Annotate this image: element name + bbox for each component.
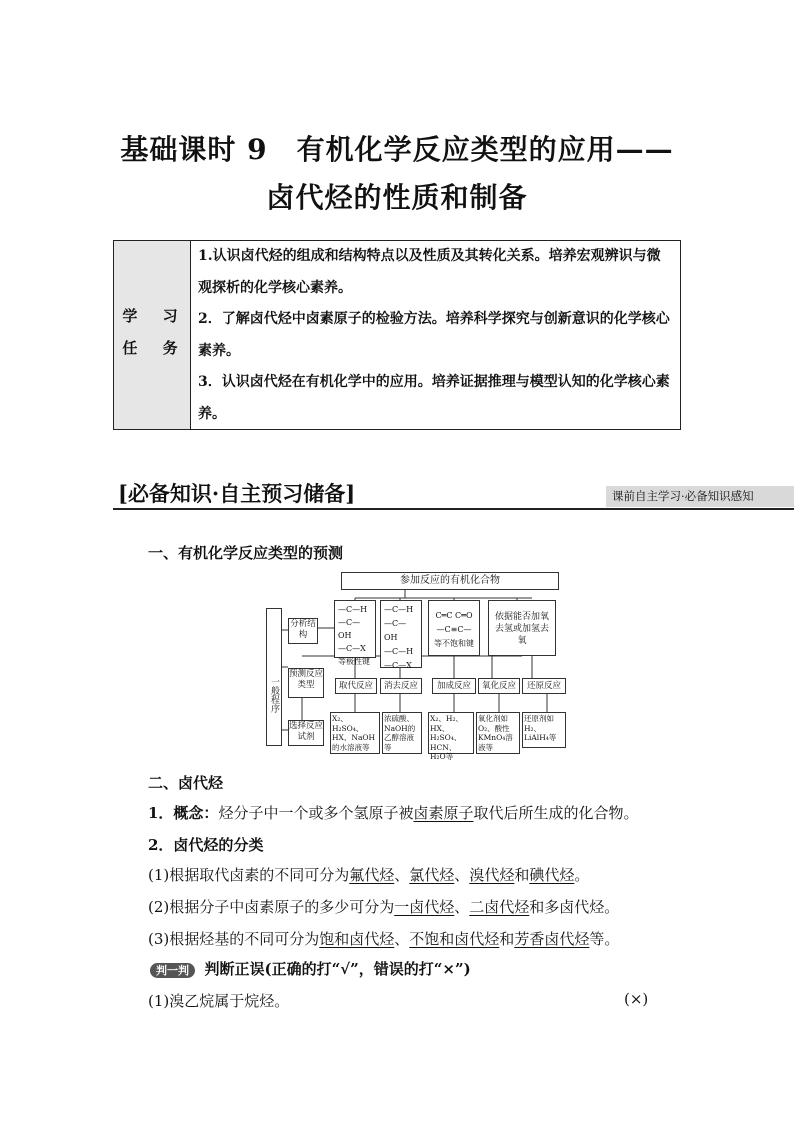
judge-line (150, 958, 471, 979)
section-tag: 课前自主学习·必备知识感知 (606, 486, 794, 507)
structure-line: —C—OH (338, 618, 361, 640)
judge-text: 判断正误(正确的打“√”，错误的打“×”) (204, 960, 471, 978)
page-subtitle: 卤代烃的性质和制备 (266, 181, 528, 214)
task-items (198, 241, 674, 430)
part2-heading: 二、卤代烃 (148, 774, 224, 792)
answer: 饱和卤代烃 (319, 930, 395, 948)
reagent-box: X₂、H₂、HX、H₂SO₄、HCN、H₂O等 (428, 712, 474, 754)
reaction-addition: 加成反应 (432, 678, 476, 694)
concept-label: 1．概念： (148, 804, 219, 822)
class-heading: 2．卤代烃的分类 (148, 836, 264, 854)
text: 、 (394, 930, 410, 948)
reaction-substitution: 取代反应 (335, 678, 377, 694)
page-title: 基础课时 9 有机化学反应类型的应用—— (120, 133, 674, 166)
class-line-1 (148, 864, 589, 885)
answer: 溴代烃 (469, 866, 515, 884)
structure-line: —C—OH (384, 619, 407, 642)
concept-answer: 卤素原子 (413, 804, 474, 822)
structure-line: —C—H (384, 605, 414, 614)
text: 、 (454, 898, 470, 916)
task-label-cell (114, 241, 191, 429)
step-predict: 预测反应类型 (288, 668, 324, 698)
text: 和 (499, 930, 515, 948)
section-title: [必备知识·自主预习储备] (118, 481, 356, 506)
part1-heading: 一、有机化学反应类型的预测 (148, 544, 344, 562)
answer: 一卤代烃 (394, 898, 455, 916)
reaction-oxidation: 氧化反应 (478, 678, 520, 694)
text: 、 (454, 866, 470, 884)
text: 和 (514, 866, 530, 884)
concept-line (148, 802, 638, 823)
learning-task-table (113, 240, 681, 430)
answer: 碘代烃 (529, 866, 575, 884)
step-analyze: 分析结构 (288, 618, 318, 644)
task-item: 2．了解卤代烃中卤素原子的检验方法。培养科学探究与创新意识的化学核心素养。 (198, 311, 670, 359)
top-box: 参加反应的有机化合物 (341, 572, 559, 590)
structure-line: —C—H (338, 605, 368, 614)
structure-box-4: 依据能否加氧去氢或加氢去氧 (488, 600, 556, 656)
answer: 氯代烃 (409, 866, 455, 884)
class-line-2 (148, 896, 619, 917)
structure-line: C═C C═O (435, 611, 473, 620)
answer: 不饱和卤代烃 (409, 930, 500, 948)
reagent-box: 浓硫酸、NaOH的乙醇溶液等 (382, 712, 422, 754)
question-1-answer: (×) (624, 990, 649, 1008)
reaction-reduction: 还原反应 (522, 678, 566, 694)
text: 。 (574, 866, 590, 884)
task-label-line1: 学 习 (122, 307, 188, 325)
structure-box-3 (428, 600, 480, 656)
task-item: 3．认识卤代烃在有机化学中的应用。培养证据推理与模型认知的化学核心素养。 (198, 374, 670, 422)
structure-box-2 (380, 600, 422, 668)
judge-icon: 判一判 (150, 963, 195, 978)
reagent-box: 还原剂如H₂、LiAlH₄等 (522, 712, 566, 748)
structure-line: 等极性键 (338, 657, 370, 666)
text: 、 (394, 866, 410, 884)
text: (3)根据烃基的不同可分为 (148, 930, 320, 948)
step-select: 选择反应试剂 (288, 720, 324, 746)
answer: 二卤代烃 (469, 898, 530, 916)
reaction-elimination: 消去反应 (380, 678, 422, 694)
structure-line: —C—H (384, 647, 414, 656)
concept-text-a: 烃分子中一个或多个氢原子被 (218, 804, 414, 822)
concept-text-b: 取代后所生成的化合物。 (473, 804, 639, 822)
side-label: 一般程序 (266, 608, 282, 746)
reagent-box: 氧化剂如O₂、酸性KMnO₄溶液等 (476, 712, 520, 754)
structure-line: —C≡C— (436, 625, 472, 634)
task-label-line2: 任 务 (122, 339, 188, 357)
text: (2)根据分子中卤素原子的多少可分为 (148, 898, 395, 916)
structure-box-1 (334, 600, 376, 666)
question-1: (1)溴乙烷属于烷烃。 (148, 992, 290, 1010)
answer: 芳香卤代烃 (514, 930, 590, 948)
structure-line: 等不饱和键 (434, 639, 474, 648)
task-item: 1.认识卤代烃的组成和结构特点以及性质及其转化关系。培养宏观辨识与微观探析的化学核心素养。 (198, 248, 661, 296)
text: 和多卤代烃。 (529, 898, 620, 916)
text: 等。 (589, 930, 620, 948)
text: (1)根据取代卤素的不同可分为 (148, 866, 350, 884)
reaction-type-diagram (262, 570, 574, 761)
structure-line: —C—X (338, 644, 366, 653)
class-line-3 (148, 928, 619, 949)
reagent-box: X₂、H₂SO₄、HX、NaOH的水溶液等 (330, 712, 380, 754)
section-divider (113, 508, 794, 510)
answer: 氟代烃 (349, 866, 395, 884)
structure-line: —C—X (384, 661, 412, 670)
